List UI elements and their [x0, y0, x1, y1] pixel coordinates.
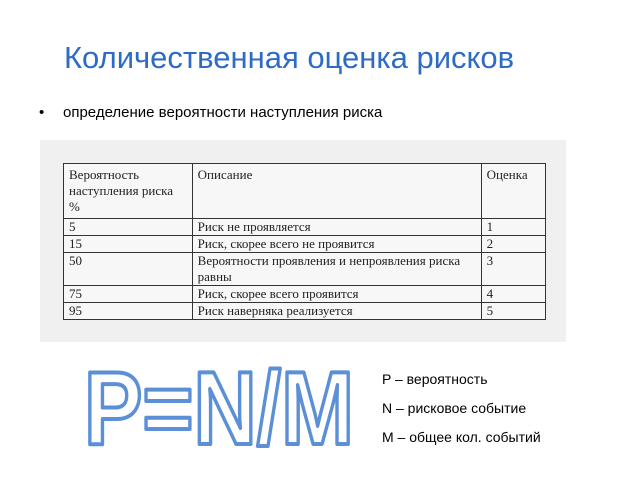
table-row [64, 286, 546, 303]
bullet-text: определение вероятности наступления риска [63, 104, 383, 121]
cell-description: Риск, скорее всего не проявится [192, 236, 481, 253]
table-row [64, 303, 546, 320]
header-score: Оценка [481, 164, 545, 219]
cell-probability: 95 [64, 303, 193, 320]
cell-description: Риск, скорее всего проявится [192, 286, 481, 303]
cell-description: Вероятности проявления и непроявления риска равны [192, 253, 481, 286]
bullet-item [39, 104, 382, 121]
table-row [64, 236, 546, 253]
header-probability: Вероятность наступления риска % [64, 164, 193, 219]
cell-probability: 50 [64, 253, 193, 286]
header-description: Описание [192, 164, 481, 219]
cell-probability: 15 [64, 236, 193, 253]
legend-item-m: M – общее кол. событий [382, 429, 541, 445]
formula-wordart [78, 351, 368, 467]
cell-probability: 75 [64, 286, 193, 303]
cell-score: 1 [481, 219, 545, 236]
slide-title: Количественная оценка рисков [64, 40, 515, 75]
cell-description: Риск не проявляется [192, 219, 481, 236]
bullet-icon: • [39, 104, 45, 121]
formula-legend [382, 371, 541, 458]
cell-description: Риск наверняка реализуется [192, 303, 481, 320]
cell-probability: 5 [64, 219, 193, 236]
cell-score: 4 [481, 286, 545, 303]
table-header-row [64, 164, 546, 219]
table-row [64, 219, 546, 236]
legend-item-n: N – рисковое событие [382, 400, 527, 416]
cell-score: 3 [481, 253, 545, 286]
cell-score: 2 [481, 236, 545, 253]
table-row [64, 253, 546, 286]
risk-probability-table [63, 163, 546, 320]
legend-item-p: P – вероятность [382, 371, 488, 387]
cell-score: 5 [481, 303, 545, 320]
formula-text: P=N/M [84, 351, 354, 467]
